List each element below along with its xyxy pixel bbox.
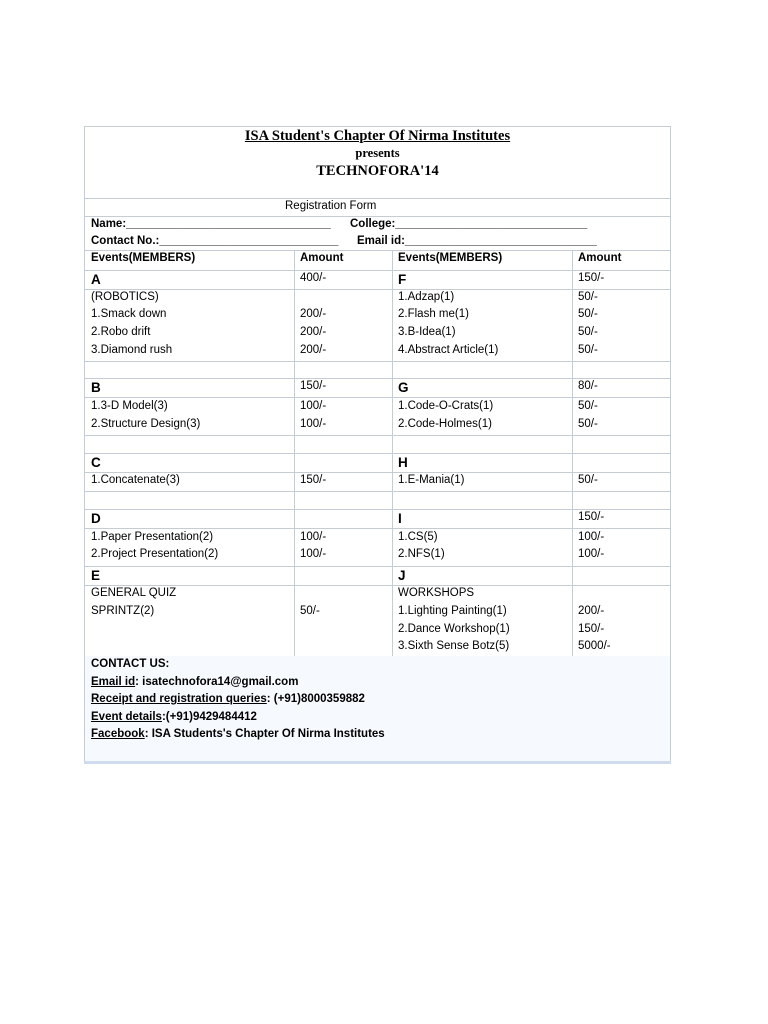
event-name: 1.CS(5) (398, 531, 438, 543)
event-amount: 50/- (300, 605, 320, 617)
contact-number-field[interactable]: Contact No.:____________________________ (91, 235, 339, 247)
event-name: 4.Abstract Article(1) (398, 344, 499, 356)
event-name: 3.Sixth Sense Botz(5) (398, 640, 510, 652)
group-f-amount: 150/- (578, 272, 605, 284)
event-amount: 150/- (578, 623, 605, 635)
event-amount: 100/- (578, 531, 605, 543)
group-g-amount: 80/- (578, 380, 598, 392)
event-name: 1.Paper Presentation(2) (91, 531, 214, 543)
group-h-letter: H (398, 455, 408, 470)
events-column-header: Events(MEMBERS) (91, 252, 196, 264)
event-name: 2.Structure Design(3) (91, 418, 201, 430)
contact-section (85, 656, 670, 761)
facebook-value: : ISA Students's Chapter Of Nirma Institutes (144, 728, 385, 740)
event-name: 1.Adzap(1) (398, 291, 455, 303)
event-amount: 5000/- (578, 640, 611, 652)
registration-form-title: Registration Form (285, 200, 377, 212)
group-i-letter: I (398, 511, 402, 526)
registration-form (84, 126, 671, 762)
event-amount: 50/- (578, 308, 598, 320)
event-amount: 150/- (300, 474, 327, 486)
group-e-letter: E (91, 568, 101, 583)
event-details-label: Event details (91, 711, 162, 723)
group-i-amount: 150/- (578, 511, 605, 523)
event-amount: 50/- (578, 474, 598, 486)
event-amount: 50/- (578, 344, 598, 356)
event-name: 1.Lighting Painting(1) (398, 605, 507, 617)
group-d-letter: D (91, 511, 101, 526)
event-name: 2.Dance Workshop(1) (398, 623, 510, 635)
event-name: 2.NFS(1) (398, 548, 445, 560)
event-amount: 100/- (300, 531, 327, 543)
group-j-letter: J (398, 568, 406, 583)
event-name: 3.Diamond rush (91, 344, 173, 356)
contact-receipt (91, 693, 365, 705)
contact-heading: CONTACT US: (91, 658, 170, 670)
email-value[interactable]: : isatechnofora14@gmail.com (135, 676, 299, 688)
organizer-title: ISA Student's Chapter Of Nirma Institutes (244, 128, 511, 144)
group-b-letter: B (91, 380, 101, 395)
group-c-letter: C (91, 455, 101, 470)
event-amount: 100/- (300, 418, 327, 430)
event-details-phone: :(+91)9429484412 (161, 711, 257, 723)
form-header (85, 127, 670, 198)
college-field[interactable]: College:______________________________ (350, 218, 588, 230)
email-field[interactable]: Email id:______________________________ (357, 235, 597, 247)
event-amount: 50/- (578, 418, 598, 430)
workshops-heading: WORKSHOPS (398, 587, 475, 599)
event-amount: 200/- (300, 308, 327, 320)
event-name: 2.Project Presentation(2) (91, 548, 219, 560)
event-amount: 100/- (300, 548, 327, 560)
event-title: TECHNOFORA'14 (316, 163, 439, 179)
event-amount: 200/- (300, 344, 327, 356)
contact-email (91, 676, 298, 688)
event-amount: 200/- (578, 605, 605, 617)
facebook-label: Facebook (91, 728, 145, 740)
presents-text: presents (355, 146, 400, 160)
event-amount: 200/- (300, 326, 327, 338)
event-name: 1.E-Mania(1) (398, 474, 465, 486)
event-name: 2.Code-Holmes(1) (398, 418, 492, 430)
amount-column-header: Amount (300, 252, 344, 264)
event-amount: 100/- (578, 548, 605, 560)
event-name: 1.Concatenate(3) (91, 474, 180, 486)
group-a-amount: 400/- (300, 272, 327, 284)
event-amount: 100/- (300, 400, 327, 412)
group-a-letter: A (91, 272, 101, 287)
events-column-header-right: Events(MEMBERS) (398, 252, 503, 264)
group-f-letter: F (398, 272, 407, 287)
event-name: 3.B-Idea(1) (398, 326, 456, 338)
contact-event-details (91, 711, 257, 723)
group-a-heading: (ROBOTICS) (91, 291, 159, 303)
event-name: 1.Smack down (91, 308, 167, 320)
contact-facebook (91, 728, 385, 740)
email-label: Email id (91, 676, 136, 688)
event-amount: 50/- (578, 400, 598, 412)
general-quiz-text: GENERAL QUIZ (91, 587, 177, 599)
event-name: 1.Code-O-Crats(1) (398, 400, 494, 412)
group-b-amount: 150/- (300, 380, 327, 392)
receipt-phone: : (+91)8000359882 (266, 693, 365, 705)
event-name: 2.Flash me(1) (398, 308, 469, 320)
event-name: SPRINTZ(2) (91, 605, 155, 617)
name-field[interactable]: Name:________________________________ (91, 218, 331, 230)
amount-column-header-right: Amount (578, 252, 622, 264)
event-name: 1.3-D Model(3) (91, 400, 168, 412)
receipt-label: Receipt and registration queries (91, 693, 267, 705)
event-amount: 50/- (578, 291, 598, 303)
event-amount: 50/- (578, 326, 598, 338)
group-g-letter: G (398, 380, 409, 395)
event-name: 2.Robo drift (91, 326, 151, 338)
